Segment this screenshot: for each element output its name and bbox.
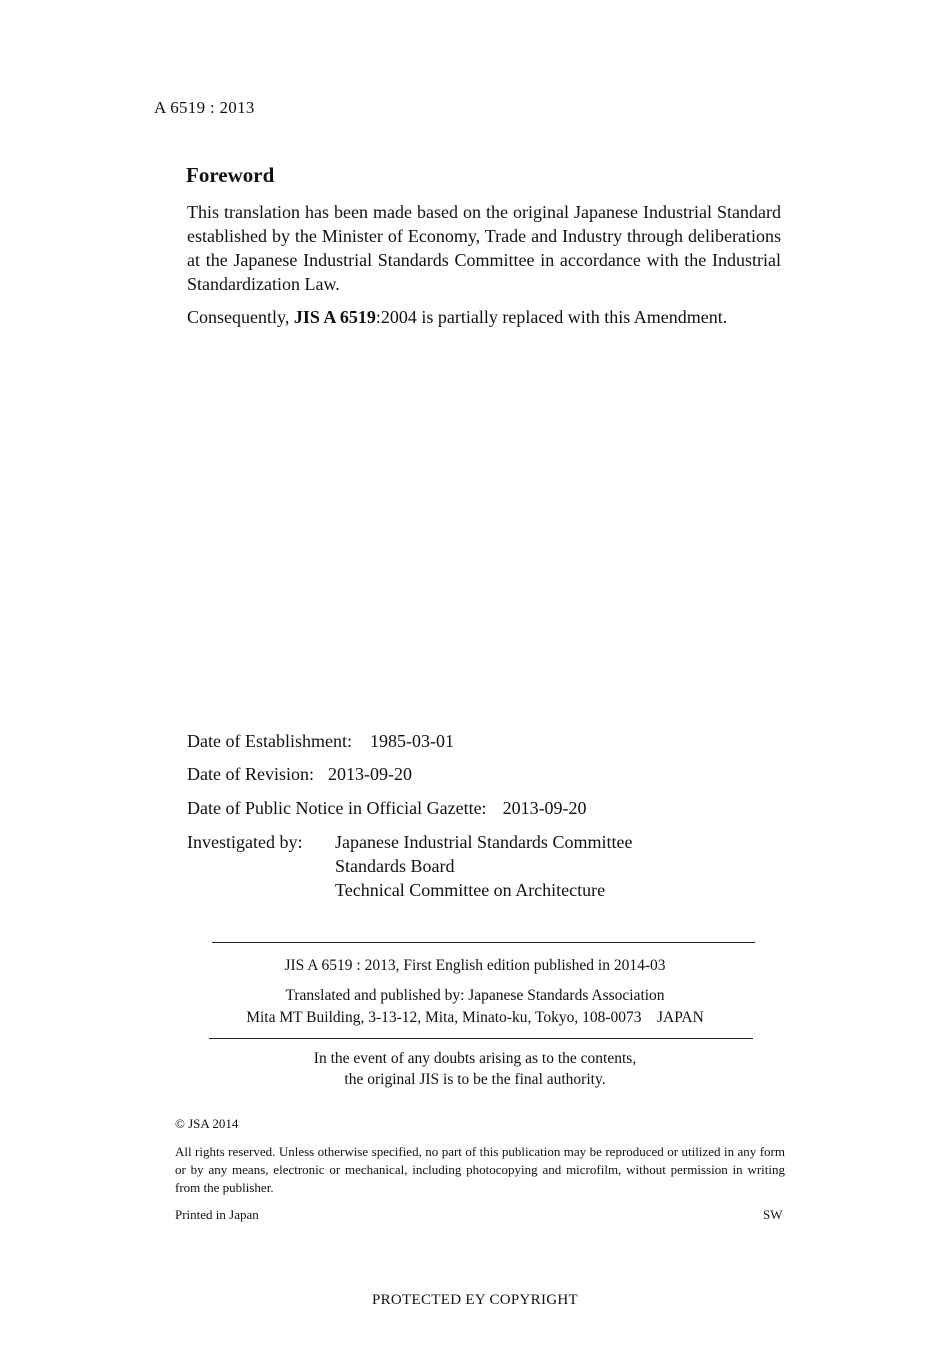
foreword-paragraph-2	[187, 305, 781, 329]
establishment-date-line	[187, 731, 454, 752]
rights-statement: All rights reserved. Unless otherwise specified, no part of this publication may be reproduced or utilized in any form or by any means, electronic or mechanical, including photocopying and microfilm, without permission in writing from the publisher.	[175, 1144, 785, 1195]
authority-notice-line-1: In the event of any doubts arising as to the contents,	[313, 1050, 637, 1067]
publisher-address: Mita MT Building, 3-13-12, Mita, Minato-ku, Tokyo, 108-0073 JAPAN	[246, 1009, 704, 1026]
establishment-label: Date of Establishment:	[187, 731, 352, 751]
publisher-info: Translated and published by: Japanese Standards Association	[285, 987, 665, 1004]
investigated-by-item: Standards Board	[335, 856, 455, 876]
top-divider	[212, 942, 755, 943]
investigated-by-item: Technical Committee on Architecture	[335, 880, 606, 900]
investigated-by-item: Japanese Industrial Standards Committee	[335, 832, 633, 852]
revision-value: 2013-09-20	[327, 764, 412, 784]
foreword-title: Foreword	[186, 163, 275, 187]
paragraph-2-intro: Consequently,	[187, 307, 294, 327]
copyright-footer: PROTECTED ⁠Ε⁠Y COPYRIGHT	[371, 1292, 579, 1308]
investigated-by-label: Investigated by:	[187, 832, 303, 852]
paragraph-2-rest: :2004 is partially replaced with this Amendment.	[375, 307, 728, 327]
edition-info: JIS A 6519 : 2013, First English edition published in 2014-03	[284, 957, 666, 974]
printed-in: Printed in Japan	[175, 1207, 259, 1222]
gazette-label: Date of Public Notice in Official Gazette:	[187, 798, 487, 818]
revision-label: Date of Revision:	[187, 764, 314, 784]
middle-divider	[209, 1038, 753, 1039]
copyright-notice: © JSA 2014	[175, 1116, 239, 1131]
document-id: A 6519 : 2013	[154, 98, 255, 117]
gazette-value: 2013-09-20	[502, 798, 587, 818]
standard-reference: JIS A 6519	[293, 307, 376, 327]
foreword-paragraph-1: This translation has been made based on the original Japanese Industrial Standard established by the Minister of Economy, Trade and Industry through deliberations at the Japanese Industrial Standards Committee in accordance with the Industrial Standardization Law.	[187, 202, 781, 294]
revision-date-line	[187, 764, 412, 785]
establishment-value: 1985-03-01	[369, 731, 454, 751]
print-code: SW	[763, 1207, 783, 1222]
authority-notice-line-2: the original JIS is to be the final authority.	[344, 1071, 606, 1088]
gazette-date-line	[187, 798, 587, 819]
